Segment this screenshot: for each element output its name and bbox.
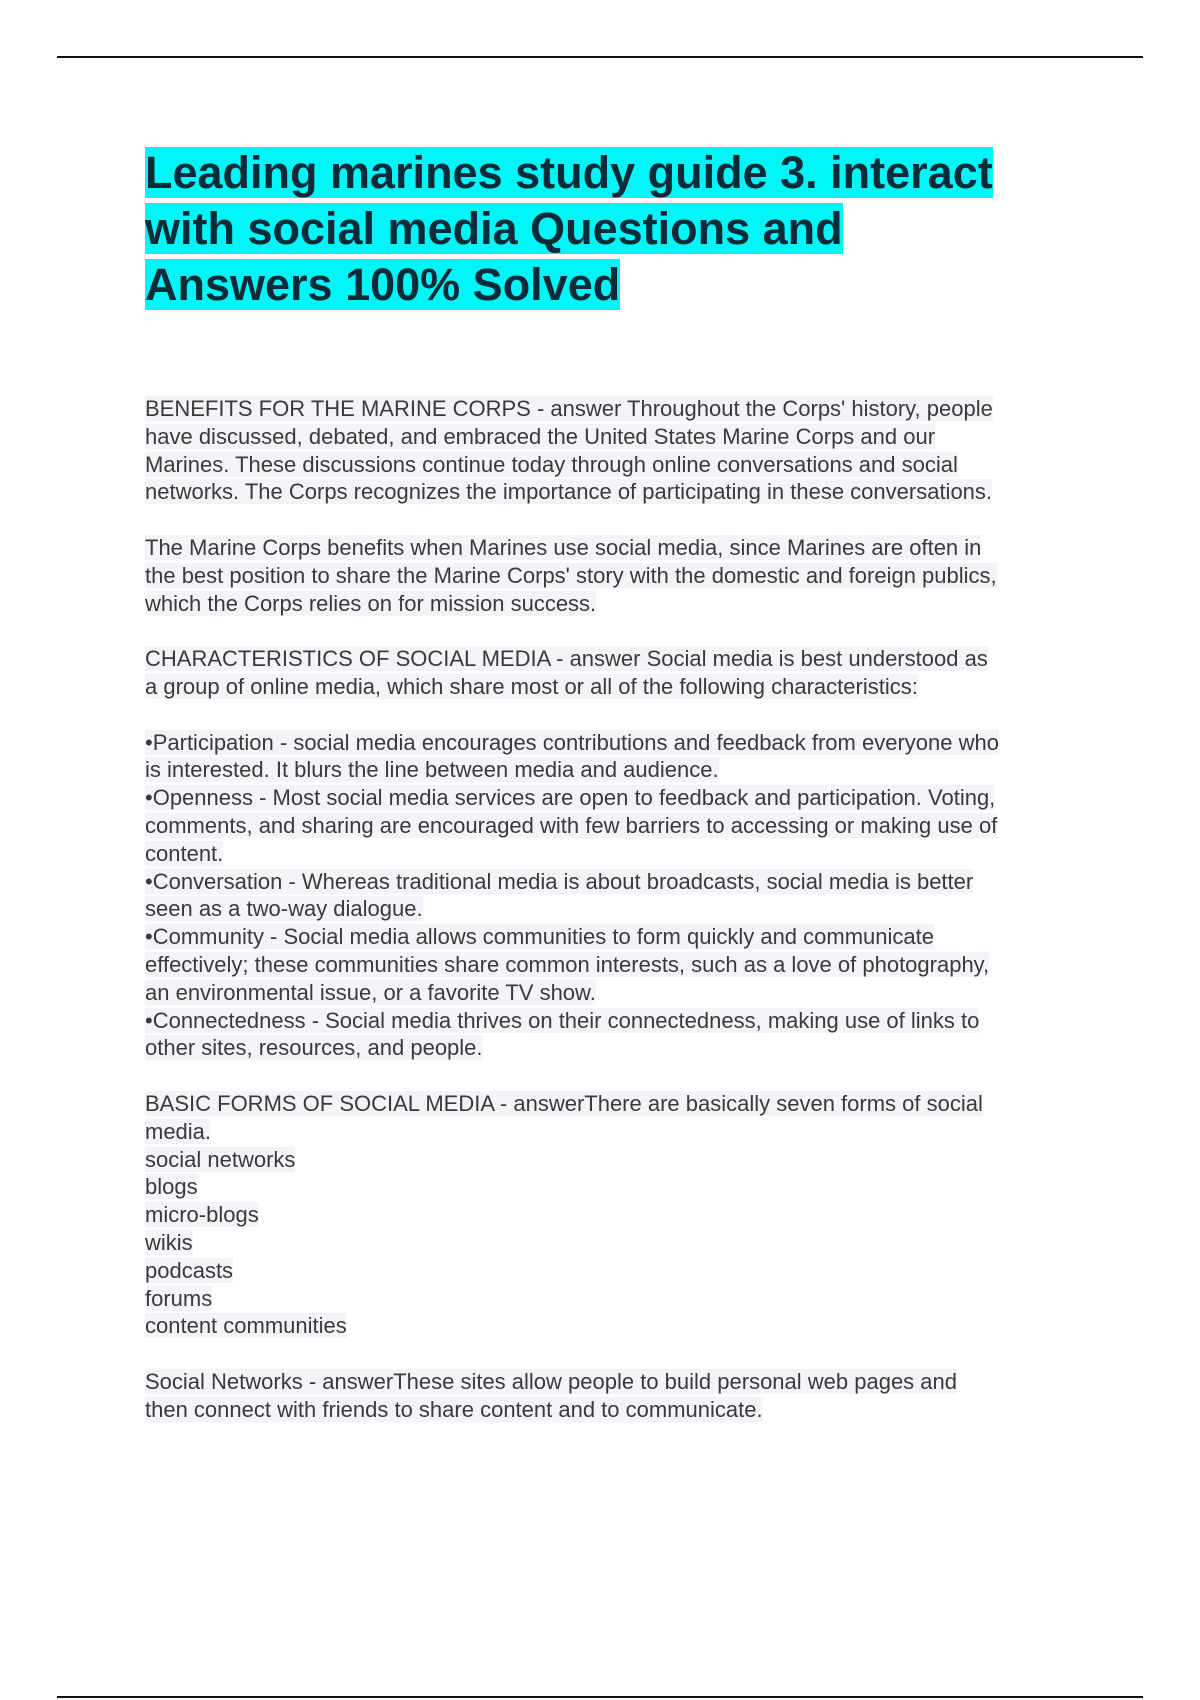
text-line	[145, 756, 1105, 784]
line-text: the best position to share the Marine Corps' story with the domestic and foreign publics,	[145, 562, 997, 588]
paragraph	[145, 1368, 1105, 1424]
line-text: micro-blogs	[145, 1202, 259, 1228]
text-line	[145, 1229, 1105, 1257]
line-text: effectively; these communities share common interests, such as a love of photography,	[145, 951, 990, 977]
line-text: then connect with friends to share content and to communicate.	[145, 1396, 763, 1422]
line-text: media.	[145, 1118, 212, 1144]
paragraph	[145, 534, 1105, 617]
line-text: Marines. These discussions continue today through online conversations and social	[145, 451, 958, 477]
text-line	[145, 451, 1105, 479]
line-text: seen as a two-way dialogue.	[145, 896, 423, 922]
text-line	[145, 1118, 1105, 1146]
line-text: wikis	[145, 1229, 193, 1255]
line-text: •Conversation - Whereas traditional media is about broadcasts, social media is better	[145, 868, 974, 894]
top-rule	[57, 56, 1143, 58]
line-text: forums	[145, 1285, 213, 1311]
text-line	[145, 840, 1105, 868]
line-text: content.	[145, 840, 224, 866]
line-text: •Connectedness - Social media thrives on their connectedness, making use of links to	[145, 1007, 980, 1033]
text-line	[145, 478, 1105, 506]
text-line	[145, 590, 1105, 618]
line-text: a group of online media, which share most or all of the following characteristics:	[145, 673, 918, 699]
paragraph	[145, 395, 1105, 506]
line-text: The Marine Corps benefits when Marines use social media, since Marines are often in	[145, 534, 982, 560]
line-text: Social Networks - answerThese sites allow people to build personal web pages and	[145, 1368, 958, 1394]
text-line	[145, 1285, 1105, 1313]
text-line	[145, 1173, 1105, 1201]
title-line: with social media Questions and	[145, 203, 843, 254]
title-line: Leading marines study guide 3. interact	[145, 147, 993, 198]
line-text: comments, and sharing are encouraged with few barriers to accessing or making use of	[145, 812, 998, 838]
line-text: social networks	[145, 1146, 296, 1172]
text-line	[145, 534, 1105, 562]
line-text: is interested. It blurs the line between media and audience.	[145, 757, 719, 783]
line-text: BENEFITS FOR THE MARINE CORPS - answer Throughout the Corps' history, people	[145, 396, 993, 421]
text-line	[145, 1257, 1105, 1285]
line-text: •Participation - social media encourages contributions and feedback from everyone who	[145, 729, 999, 755]
line-text: CHARACTERISTICS OF SOCIAL MEDIA - answer Social media is best understood as	[145, 646, 988, 672]
bottom-rule	[57, 1696, 1143, 1698]
text-line	[145, 1396, 1105, 1424]
text-line	[145, 979, 1105, 1007]
paragraph	[145, 1090, 1105, 1340]
text-line	[145, 1368, 1105, 1396]
paragraph	[145, 729, 1105, 1063]
line-text: content communities	[145, 1313, 347, 1339]
text-line	[145, 1007, 1105, 1035]
text-line	[145, 1312, 1105, 1340]
text-line	[145, 729, 1105, 757]
text-line	[145, 923, 1105, 951]
line-text: an environmental issue, or a favorite TV show.	[145, 979, 596, 1005]
paragraph	[145, 645, 1105, 701]
text-line	[145, 1090, 1105, 1118]
title-line: Answers 100% Solved	[145, 259, 621, 310]
text-line	[145, 1034, 1105, 1062]
text-line	[145, 423, 1105, 451]
text-line	[145, 645, 1105, 673]
line-text: blogs	[145, 1174, 198, 1200]
line-text: •Openness - Most social media services are open to feedback and participation. Voting,	[145, 785, 996, 811]
line-text: networks. The Corps recognizes the importance of participating in these conversations.	[145, 479, 993, 505]
text-line	[145, 1201, 1105, 1229]
text-line	[145, 395, 1105, 423]
line-text: BASIC FORMS OF SOCIAL MEDIA - answerThere are basically seven forms of social	[145, 1090, 983, 1116]
text-line	[145, 895, 1105, 923]
text-line	[145, 562, 1105, 590]
text-line	[145, 812, 1105, 840]
text-line	[145, 1146, 1105, 1174]
document-title	[145, 145, 1095, 313]
line-text: which the Corps relies on for mission success.	[145, 590, 597, 616]
text-line	[145, 673, 1105, 701]
text-line	[145, 784, 1105, 812]
text-line	[145, 868, 1105, 896]
line-text: •Community - Social media allows communities to form quickly and communicate	[145, 924, 934, 950]
text-line	[145, 951, 1105, 979]
line-text: podcasts	[145, 1257, 234, 1283]
document-body	[145, 395, 1105, 1451]
line-text: other sites, resources, and people.	[145, 1035, 483, 1061]
line-text: have discussed, debated, and embraced the United States Marine Corps and our	[145, 423, 936, 449]
